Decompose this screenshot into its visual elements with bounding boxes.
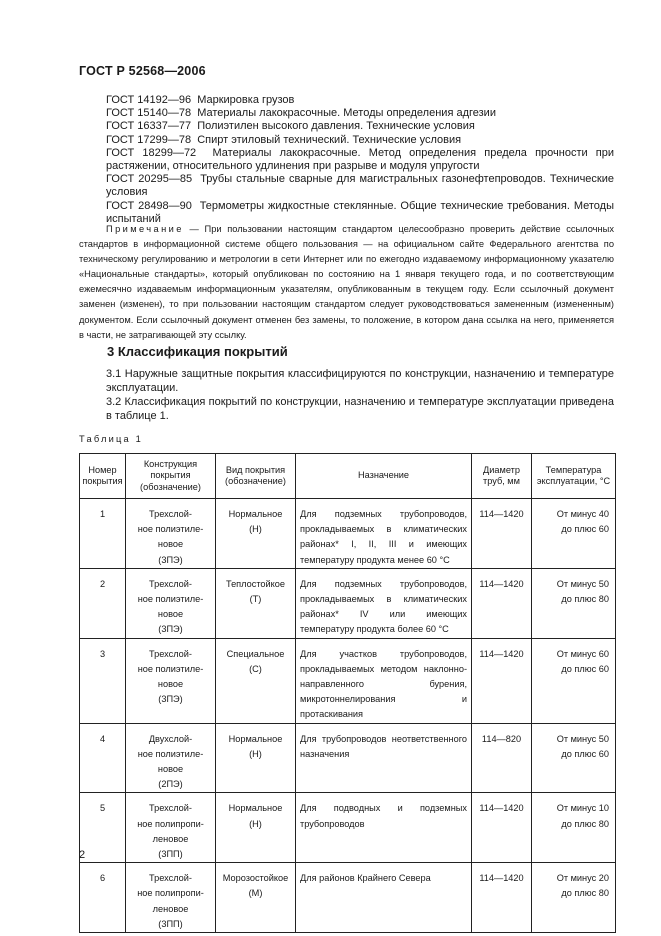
reference-item [79,134,614,147]
cell-purpose: Для подземных трубопроводов, прокладываемых в климатических районах* IV или имеющих температуру продукта более 60 °С [296,568,472,638]
construction-line: новое [157,539,184,550]
cell-num: 1 [80,499,126,569]
table-row [80,793,616,863]
cell-type [216,638,296,723]
construction-code: (2ПЭ) [158,779,183,790]
reference-code: ГОСТ 16337—77 [106,120,192,133]
construction-code: (3ПП) [158,918,183,929]
cell-diameter: 114—1420 [472,638,532,723]
cell-construction [126,863,216,933]
construction-line: новое [157,609,184,620]
header-num: Номер покрытия [80,454,126,499]
reference-item [79,120,614,133]
type-code: (Н) [249,818,262,829]
table-row [80,638,616,723]
reference-title: Спирт этиловый технический. Технические условия [197,133,462,146]
temp-to: до плюс 80 [561,888,609,899]
type-label: Нормальное [228,733,283,744]
reference-code: ГОСТ 28498—90 [106,199,192,212]
type-label: Теплостойкое [225,578,286,589]
cell-temperature [532,863,616,933]
cell-num: 4 [80,723,126,793]
temp-from: От минус 10 [556,803,609,814]
cell-purpose: Для подземных трубопроводов, прокладываемых в климатических районах* I, II, III и имеющих температуру продукта менее 60 °С [296,499,472,569]
cell-temperature [532,499,616,569]
cell-construction [126,723,216,793]
reference-item [79,147,614,173]
reference-title: Полиэтилен высокого давления. Технические условия [197,120,475,133]
cell-purpose: Для подводных и подземных трубопроводов [296,793,472,863]
classification-table [79,453,616,933]
cell-temperature [532,568,616,638]
cell-purpose: Для районов Крайнего Севера [296,863,472,933]
paragraph-3-1 [79,368,614,395]
construction-line: ное полиэтиле- [137,748,204,759]
cell-construction [126,568,216,638]
cell-temperature [532,638,616,723]
cell-num: 5 [80,793,126,863]
cell-diameter: 114—1420 [472,863,532,933]
type-label: Нормальное [228,803,283,814]
temp-from: От минус 60 [556,648,609,659]
temp-to: до плюс 60 [561,748,609,759]
reference-code: ГОСТ 18299—72 [106,146,197,159]
construction-line: Трехслой- [149,509,192,519]
table-header-row [80,454,616,499]
reference-item [79,94,614,107]
temp-to: до плюс 80 [561,818,609,829]
construction-line: ное полипропи- [137,888,204,899]
reference-code: ГОСТ 20295—85 [106,173,193,186]
reference-title: Термометры жидкостные стеклянные. Общие технические требования. Методы испытаний [106,199,614,225]
header-temperature: Температура эксплуатации, °С [532,454,616,499]
temp-to: до плюс 60 [561,524,609,535]
cell-num: 6 [80,863,126,933]
paragraph-text: 3.2 Классификация покрытий по конструкции, назначению и температуре эксплуатации приведена в таблице 1. [106,396,614,422]
header-type: Вид покрытия (обозначение) [216,454,296,499]
reference-title: Трубы стальные сварные для магистральных газонефтепроводов. Технические условия [106,173,614,199]
cell-temperature [532,793,616,863]
type-label: Морозостойкое [222,873,289,884]
cell-type [216,863,296,933]
type-code: (М) [248,888,263,899]
type-code: (Т) [249,594,262,605]
header-construction: Конструкция покрытия (обозначение) [126,454,216,499]
temp-from: От минус 50 [556,578,609,589]
header-purpose: Назначение [296,454,472,499]
table-row [80,723,616,793]
temp-from: От минус 20 [556,873,609,884]
construction-line: Трехслой- [149,873,192,884]
temp-to: до плюс 60 [561,663,609,674]
paragraph-text: 3.1 Наружные защитные покрытия классифицируются по конструкции, назначению и температуре эксплуатации. [106,368,614,394]
construction-line: новое [157,764,184,775]
construction-line: Трехслой- [149,578,192,589]
cell-diameter: 114—1420 [472,793,532,863]
cell-construction [126,638,216,723]
cell-type [216,499,296,569]
cell-construction [126,793,216,863]
references-list [79,94,614,226]
cell-temperature [532,723,616,793]
cell-num: 3 [80,638,126,723]
table-row [80,499,616,569]
construction-line: леновое [152,903,189,914]
cell-purpose: Для трубопроводов неответственного назначения [296,723,472,793]
page-header: ГОСТ Р 52568—2006 [79,64,206,78]
temp-to: до плюс 80 [561,594,609,605]
reference-code: ГОСТ 14192—96 [106,94,192,106]
header-diameter: Диаметр труб, мм [472,454,532,499]
cell-type [216,723,296,793]
cell-num: 2 [80,568,126,638]
table-caption: Таблица 1 [79,434,144,444]
construction-line: леновое [152,833,189,844]
type-code: (Н) [249,748,262,759]
cell-type [216,568,296,638]
cell-diameter: 114—1420 [472,499,532,569]
reference-title: Маркировка грузов [197,94,295,106]
reference-title: Материалы лакокрасочные. Методы определения адгезии [197,107,496,120]
cell-diameter: 114—1420 [472,568,532,638]
note-text: — При пользовании настоящим стандартом целесообразно проверить действие ссылочных стандартов в информационной системе общего пользования — на официальном сайте Федерального агентства по техническому регулированию и метрологии в сети Интернет или по ежегодно издаваемому информационному указателю «Национальные стандарты», который опубликован по состоянию на 1 января текущего года, и по соответствующим ежемесячно издаваемым информационным указателям, опубликованным в текущем году. Если ссылочный документ заменен (изменен), то при пользовании настоящим стандартом следует руководствоваться замененным (измененным) документом. Если ссылочный документ отменен без замены, то положение, в котором дана ссылка на него, применяется в части, не затрагивающей эту ссылку. [79,224,614,340]
cell-type [216,793,296,863]
note-block [79,222,614,343]
construction-code: (3ПП) [158,849,183,860]
page-number: 2 [79,849,86,861]
reference-code: ГОСТ 15140—78 [106,107,192,120]
construction-line: Двухслой- [148,733,193,744]
construction-line: ное полиэтиле- [137,663,204,674]
note-label: Примечание [106,224,184,234]
construction-code: (3ПЭ) [158,624,183,635]
construction-code: (3ПЭ) [158,694,183,705]
reference-item [79,107,614,120]
reference-item [79,173,614,199]
construction-line: Трехслой- [149,803,192,814]
construction-line: ное полиэтиле- [137,594,204,605]
type-label: Нормальное [228,509,283,519]
cell-construction [126,499,216,569]
construction-line: ное полипропи- [137,818,204,829]
reference-title: Материалы лакокрасочные. Метод определения предела прочности при растяжении, относительного удлинения при разрыве и модуля упругости [106,146,615,173]
cell-diameter: 114—820 [472,723,532,793]
type-code: (С) [249,663,262,674]
construction-line: Трехслой- [149,648,192,659]
cell-purpose: Для участков трубопроводов, прокладываемых методом наклонно-направленного бурения, микротоннелирования и протаскивания [296,638,472,723]
temp-from: От минус 50 [556,733,609,744]
section-title: 3 Классификация покрытий [107,344,288,359]
construction-code: (3ПЭ) [158,554,183,565]
type-label: Специальное [226,648,285,659]
temp-from: От минус 40 [556,509,609,519]
paragraph-3-2 [79,396,614,423]
reference-code: ГОСТ 17299—78 [106,133,192,146]
table-row [80,863,616,933]
table-row [80,568,616,638]
construction-line: ное полиэтиле- [137,524,204,535]
type-code: (Н) [249,524,262,535]
construction-line: новое [157,679,184,690]
